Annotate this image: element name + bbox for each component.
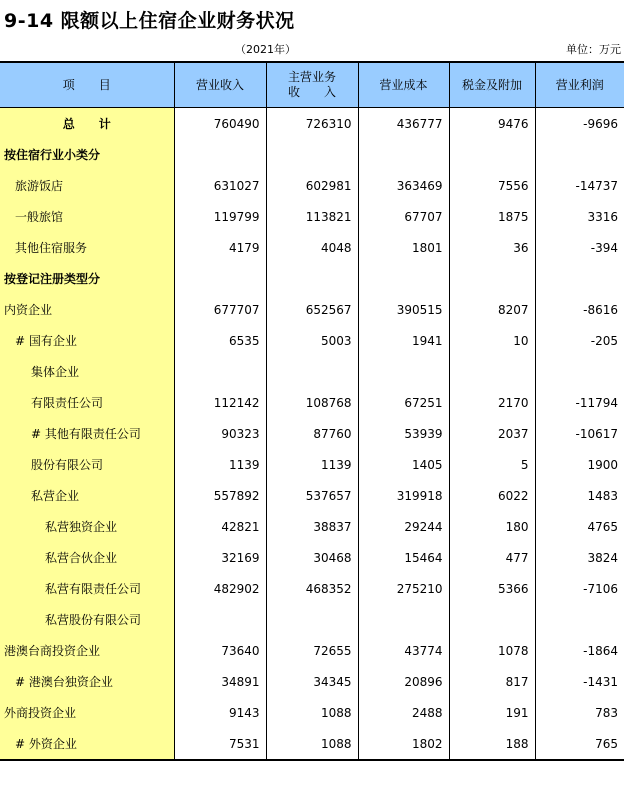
cell-tax [449,356,535,387]
cell-revenue: 34891 [174,666,266,697]
table-row [0,201,624,232]
cell-cost [358,263,449,294]
row-label: 私营企业 [0,480,174,511]
cell-profit: 765 [535,728,624,760]
row-label: 总 计 [0,108,174,140]
cell-tax [449,604,535,635]
cell-main-revenue: 537657 [266,480,358,511]
cell-profit: 3316 [535,201,624,232]
cell-cost: 15464 [358,542,449,573]
cell-profit: -1864 [535,635,624,666]
cell-cost: 275210 [358,573,449,604]
table-row [0,511,624,542]
cell-tax: 7556 [449,170,535,201]
cell-revenue: 7531 [174,728,266,760]
row-label: 有限责任公司 [0,387,174,418]
header-revenue: 营业收入 [174,62,266,108]
cell-main-revenue: 38837 [266,511,358,542]
row-label: 私营独资企业 [0,511,174,542]
cell-cost: 1405 [358,449,449,480]
cell-main-revenue: 5003 [266,325,358,356]
cell-cost [358,139,449,170]
cell-tax: 8207 [449,294,535,325]
cell-revenue: 631027 [174,170,266,201]
cell-main-revenue [266,139,358,170]
header-row [0,62,624,108]
table-row [0,573,624,604]
table-row [0,139,624,170]
row-label: 港澳台商投资企业 [0,635,174,666]
header-item: 项 目 [0,62,174,108]
finance-table [0,61,624,761]
cell-main-revenue [266,604,358,635]
cell-tax: 1875 [449,201,535,232]
header-main-revenue-line2: 收 入 [287,85,336,99]
cell-profit [535,604,624,635]
cell-main-revenue: 1139 [266,449,358,480]
cell-revenue: 119799 [174,201,266,232]
cell-profit: -9696 [535,108,624,140]
row-label: # 国有企业 [0,325,174,356]
table-row [0,449,624,480]
header-tax: 税金及附加 [449,62,535,108]
cell-tax: 1078 [449,635,535,666]
cell-main-revenue: 468352 [266,573,358,604]
cell-cost: 1802 [358,728,449,760]
cell-main-revenue: 1088 [266,728,358,760]
cell-main-revenue: 72655 [266,635,358,666]
table-row [0,635,624,666]
table-row [0,418,624,449]
cell-cost: 2488 [358,697,449,728]
cell-profit: 1900 [535,449,624,480]
table-row [0,356,624,387]
cell-tax: 188 [449,728,535,760]
cell-revenue: 482902 [174,573,266,604]
cell-cost [358,604,449,635]
cell-revenue: 112142 [174,387,266,418]
cell-tax: 2037 [449,418,535,449]
table-row [0,728,624,760]
cell-main-revenue: 30468 [266,542,358,573]
table-row [0,232,624,263]
cell-tax: 477 [449,542,535,573]
cell-cost: 67707 [358,201,449,232]
table-row [0,294,624,325]
cell-revenue [174,356,266,387]
table-row [0,170,624,201]
cell-cost: 1941 [358,325,449,356]
cell-cost: 390515 [358,294,449,325]
cell-revenue: 760490 [174,108,266,140]
table-title: 9-14 限额以上住宿企业财务状况 [4,10,295,32]
cell-revenue [174,263,266,294]
cell-main-revenue: 113821 [266,201,358,232]
row-label: 按住宿行业小类分 [0,139,174,170]
cell-profit: 4765 [535,511,624,542]
header-profit: 营业利润 [535,62,624,108]
table-row [0,666,624,697]
row-label: 旅游饭店 [0,170,174,201]
cell-revenue: 677707 [174,294,266,325]
cell-profit [535,356,624,387]
cell-cost: 29244 [358,511,449,542]
row-label: 内资企业 [0,294,174,325]
cell-revenue: 4179 [174,232,266,263]
cell-main-revenue: 108768 [266,387,358,418]
cell-tax: 5366 [449,573,535,604]
row-label: 私营合伙企业 [0,542,174,573]
table-row [0,604,624,635]
cell-main-revenue: 1088 [266,697,358,728]
cell-main-revenue: 34345 [266,666,358,697]
cell-profit: -1431 [535,666,624,697]
table-row [0,387,624,418]
cell-tax: 6022 [449,480,535,511]
cell-profit: -8616 [535,294,624,325]
cell-tax: 2170 [449,387,535,418]
header-main-revenue-line1: 主营业务 [287,70,336,84]
unit-label: 单位：万元 [566,43,621,56]
row-label: 私营有限责任公司 [0,573,174,604]
table-row [0,325,624,356]
cell-tax [449,139,535,170]
cell-profit: 1483 [535,480,624,511]
cell-revenue: 42821 [174,511,266,542]
cell-tax: 191 [449,697,535,728]
cell-profit: 3824 [535,542,624,573]
cell-revenue: 32169 [174,542,266,573]
cell-profit: 783 [535,697,624,728]
row-label: # 外资企业 [0,728,174,760]
row-label: 外商投资企业 [0,697,174,728]
cell-profit: -11794 [535,387,624,418]
cell-cost: 319918 [358,480,449,511]
cell-main-revenue: 726310 [266,108,358,140]
cell-revenue: 90323 [174,418,266,449]
cell-tax [449,263,535,294]
cell-main-revenue [266,356,358,387]
cell-revenue: 557892 [174,480,266,511]
cell-cost: 53939 [358,418,449,449]
year-label: （2021年） [235,43,296,56]
cell-tax: 10 [449,325,535,356]
cell-profit: -14737 [535,170,624,201]
cell-revenue [174,139,266,170]
cell-cost [358,356,449,387]
cell-tax: 9476 [449,108,535,140]
cell-cost: 363469 [358,170,449,201]
cell-profit: -10617 [535,418,624,449]
cell-revenue: 73640 [174,635,266,666]
cell-tax: 817 [449,666,535,697]
table-row [0,697,624,728]
cell-cost: 43774 [358,635,449,666]
header-cost: 营业成本 [358,62,449,108]
row-label: # 其他有限责任公司 [0,418,174,449]
cell-cost: 436777 [358,108,449,140]
cell-main-revenue: 602981 [266,170,358,201]
row-label: 一般旅馆 [0,201,174,232]
cell-main-revenue: 4048 [266,232,358,263]
table-row [0,263,624,294]
cell-profit [535,263,624,294]
cell-tax: 36 [449,232,535,263]
row-label: 其他住宿服务 [0,232,174,263]
cell-revenue: 1139 [174,449,266,480]
cell-profit: -205 [535,325,624,356]
cell-tax: 180 [449,511,535,542]
table-row [0,108,624,140]
header-main-revenue [266,62,358,108]
row-label: 股份有限公司 [0,449,174,480]
cell-cost: 20896 [358,666,449,697]
cell-profit [535,139,624,170]
row-label: 按登记注册类型分 [0,263,174,294]
cell-revenue: 6535 [174,325,266,356]
cell-tax: 5 [449,449,535,480]
cell-cost: 67251 [358,387,449,418]
cell-revenue: 9143 [174,697,266,728]
cell-main-revenue: 652567 [266,294,358,325]
cell-main-revenue: 87760 [266,418,358,449]
cell-profit: -394 [535,232,624,263]
cell-revenue [174,604,266,635]
row-label: 私营股份有限公司 [0,604,174,635]
row-label: 集体企业 [0,356,174,387]
table-row [0,542,624,573]
cell-main-revenue [266,263,358,294]
cell-cost: 1801 [358,232,449,263]
cell-profit: -7106 [535,573,624,604]
row-label: # 港澳台独资企业 [0,666,174,697]
table-row [0,480,624,511]
